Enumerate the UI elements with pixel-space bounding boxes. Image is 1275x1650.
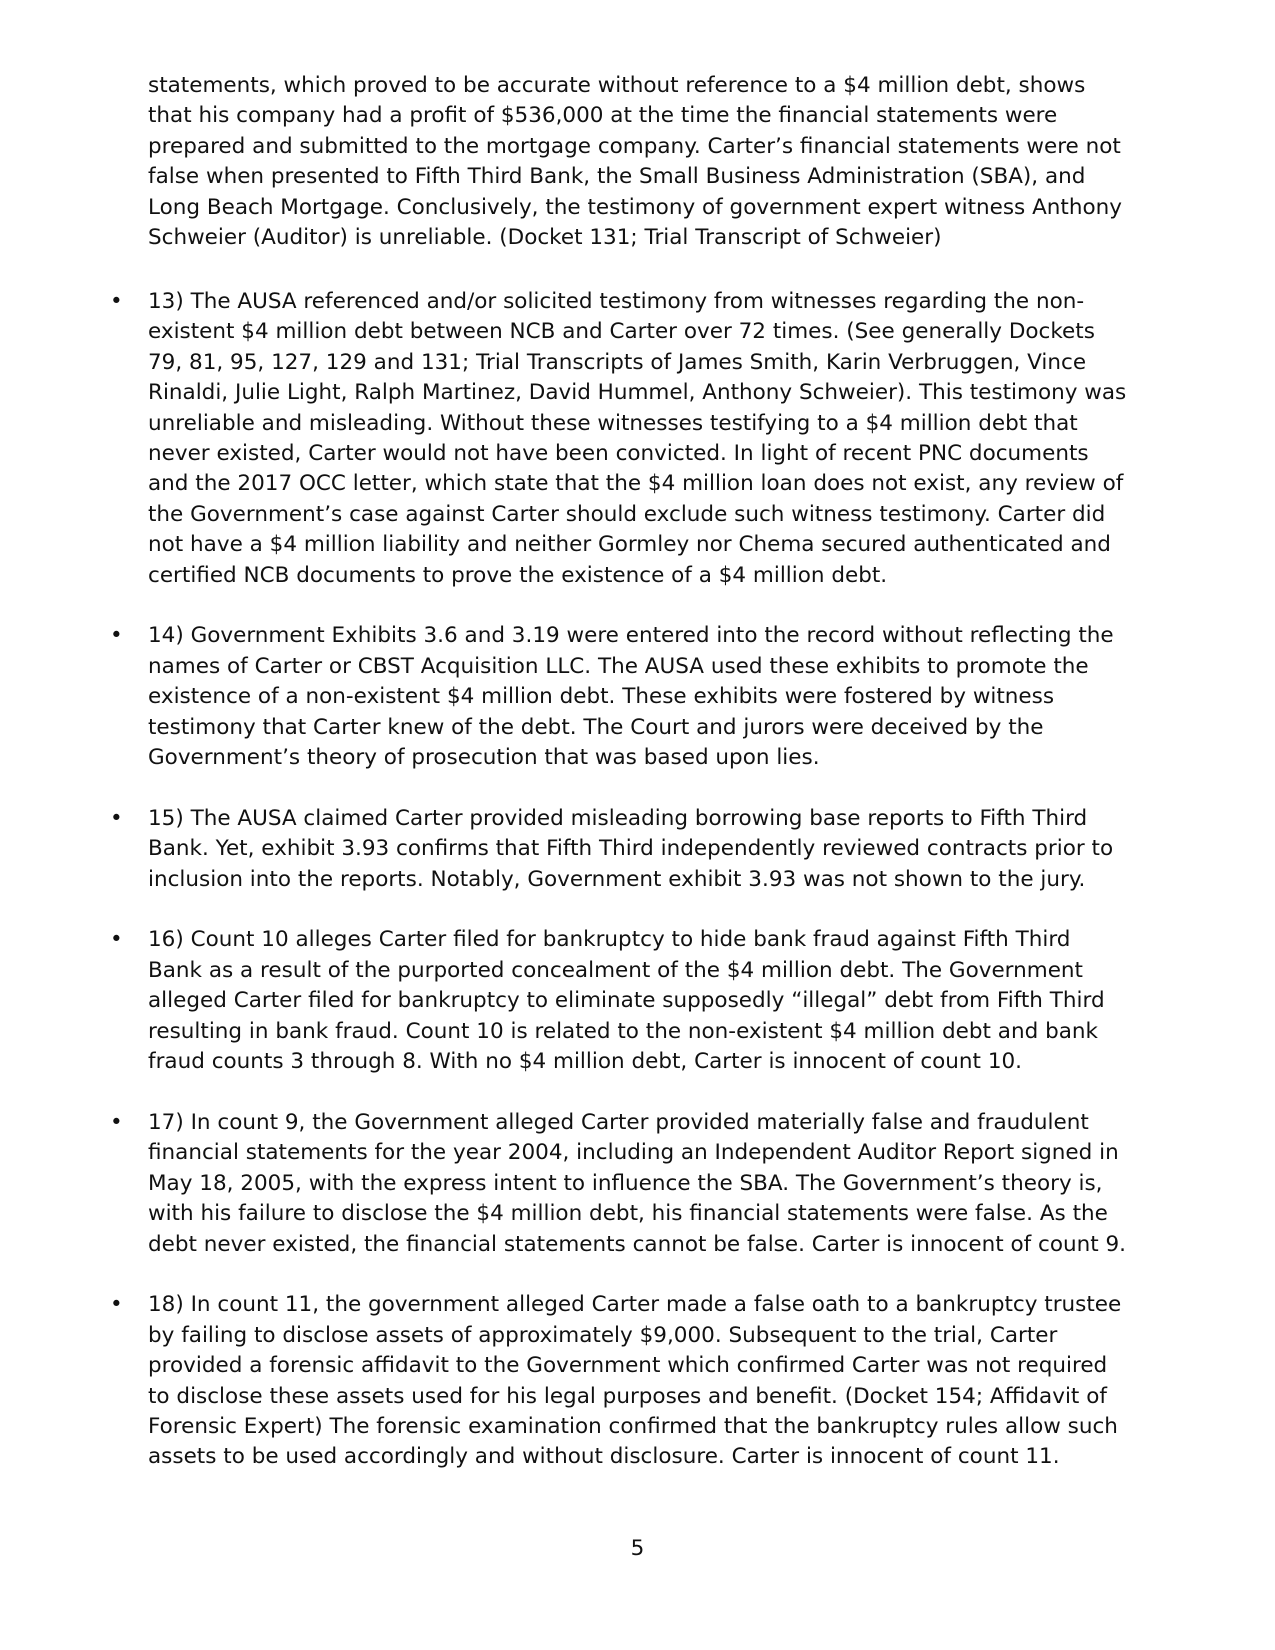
bullet-item-14 [0,621,1275,773]
bullet-icon: • [110,289,123,314]
bullet-text-17: 17) In count 9, the Government alleged Carter provided materially false and fraudulent financial statements for the year 2004, including an Independent Auditor Report signed in May 18, 2005, with the express intent to influence the SBA. The Government’s theory is, with his failure to disclose the $4 million debt, his financial statements were false. As the debt never existed, the financial statements cannot be false. Carter is innocent of count 9. [148,1109,1127,1257]
bullet-text-15: 15) The AUSA claimed Carter provided misleading borrowing base reports to Fifth Third Bank. Yet, exhibit 3.93 confirms that Fifth Third independently reviewed contracts prior to inclusion into the reports. Notably, Government exhibit 3.93 was not shown to the jury. [148,805,1114,892]
bullet-icon: • [110,623,123,649]
bullet-text-14: 14) Government Exhibits 3.6 and 3.19 were entered into the record without reflecting the names of Carter or CBST Acquisition LLC. The AUSA used these exhibits to promote the existence of a non-existent $4 million debt. These exhibits were fostered by witness testimony that Carter knew of the debt. The Court and jurors were deceived by the Government’s theory of prosecution that was based upon lies. [148,623,1114,771]
bullet-text-16: 16) Count 10 alleges Carter filed for bankruptcy to hide bank fraud against Fifth Third Bank as a result of the purported concealment of the $4 million debt. The Government alleged Carter filed for bankruptcy to eliminate supposedly “illegal” debt from Fifth Third resulting in bank fraud. Count 10 is related to the non-existent $4 million debt and bank fraud counts 3 through 8. With no $4 million debt, Carter is innocent of count 10. [148,927,1105,1075]
bullet-item-13 [0,287,1275,591]
bullet-item-16 [0,925,1275,1077]
bullet-list [0,287,1275,1503]
bullet-icon: • [110,1292,123,1318]
bullet-text-18: 18) In count 11, the government alleged Carter made a false oath to a bankruptcy trustee by failing to disclose assets of approximately $9,000. Subsequent to the trial, Carter provided a forensic affidavit to the Government which confirmed Carter was not required to disclose these assets used for his legal purposes and benefit. (Docket 154; Affidavit of Forensic Expert) The forensic examination confirmed that the bankruptcy rules allow such assets to be used accordingly and without disclosure. Carter is innocent of count 11. [148,1292,1122,1470]
bullet-text-13: 13) The AUSA referenced and/or solicited testimony from witnesses regarding the non- existent $4 million debt between NCB and Carter over 72 times. (See generally Dockets 79, 81, 95, 127, 129 and 131; Trial Transcripts of James Smith, Karin Verbruggen, Vince Rinaldi, Julie Light, Ralph Martinez, David Hummel, Anthony Schweier). This testimony was unreliable and misleading. Without these witnesses testifying to a $4 million debt that never existed, Carter would not have been convicted. In light of recent PNC documents and the 2017 OCC letter, which state that the $4 million loan does not exist, any review of the Government’s case against Carter should exclude such witness testimony. Carter did not have a $4 million liability and neither Gormley nor Chema secured authenticated and certified NCB documents to prove the existence of a $4 million debt. [148,289,1127,588]
bullet-item-18 [0,1290,1275,1472]
bullet-icon: • [110,927,123,953]
bullet-icon: • [110,1109,123,1135]
page-number: 5 [630,1536,645,1561]
bullet-icon: • [110,805,123,831]
bullet-item-17 [0,1108,1275,1260]
bullet-item-15 [0,804,1275,895]
intro-paragraph: statements, which proved to be accurate without reference to a $4 million debt, shows that his company had a profit of $536,000 at the time the financial statements were prepared and submitted to the mortgage company. Carter’s financial statements were not false when presented to Fifth Third Bank, the Small Business Administration (SBA), and Long Beach Mortgage. Conclusively, the testimony of government expert witness Anthony Schweier (Auditor) is unreliable. (Docket 131; Trial Transcript of Schweier) [148,73,1122,251]
